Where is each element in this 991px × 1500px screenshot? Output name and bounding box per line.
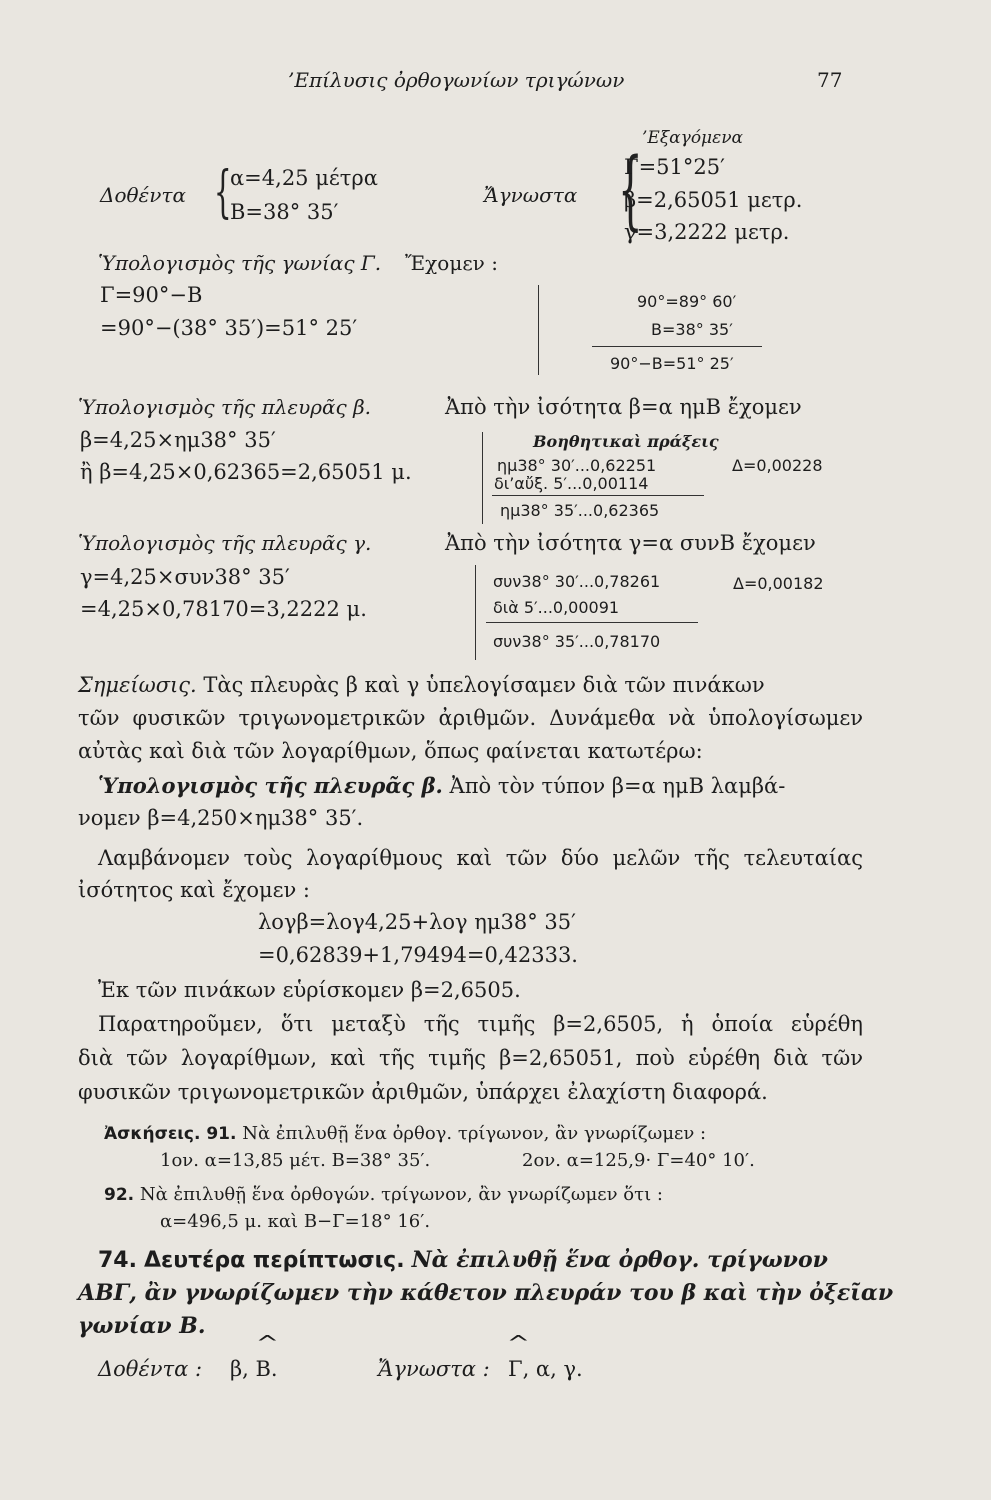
side-b-aux-2: δι’αὔξ. 5′...0,00114 [494, 474, 649, 493]
remark-label: Σημείωσις. [78, 673, 197, 697]
side-b-aux-rule [492, 495, 704, 496]
angle-calc-heading: Ὑπολογισμὸς τῆς γωνίας Γ. [98, 251, 382, 275]
section-74-line-1 [98, 1247, 863, 1273]
exercise-91-case-2: 2ον. α=125,9· Γ=40° 10′. [522, 1150, 755, 1171]
results-header: ’Εξαγόμενα [642, 128, 744, 148]
remark-text-1: Τὰς πλευρὰς β καὶ γ ὑπελογίσαμεν διὰ τῶν πινάκων [203, 673, 765, 697]
unknown-brace: { [618, 140, 643, 240]
side-g-aux-3: συν38° 35′...0,78170 [493, 632, 661, 651]
angle-calc-intro: Ἔχομεν : [405, 251, 498, 275]
given-brace: { [213, 160, 232, 225]
exercise-92-text: Νὰ ἐπιλυθῇ ἕνα ὀρθογών. τρίγωνον, ἂν γνωρίζωμεν ὅτι : [139, 1184, 663, 1205]
log-calc-line-4: ἰσότητος καὶ ἔχομεν : [78, 878, 311, 902]
side-b-formula-1: β=4,25×ημ38° 35′ [80, 428, 276, 452]
exercises-label: Ἀσκήσεις. 91. [104, 1124, 237, 1144]
angle-hat-mark: ^ [255, 1331, 280, 1355]
log-calc-line-2: νομεν β=4,250×ημ38° 35′. [78, 806, 364, 830]
section-74-title: Δευτέρα περίπτωσις. [143, 1248, 405, 1273]
log-calc-line-6: Παρατηροῦμεν, ὅτι μεταξὺ τῆς τιμῆς β=2,6505, ἡ ὁποία εὑρέθη [98, 1012, 863, 1036]
section-74-line-3: γωνίαν Β. [78, 1313, 206, 1339]
exercise-91-text: Νὰ ἐπιλυθῇ ἕνα ὀρθογ. τρίγωνον, ἂν γνωρίζωμεν : [242, 1123, 707, 1144]
side-b-heading: Ὑπολογισμὸς τῆς πλευρᾶς β. [78, 395, 372, 419]
angle-aux-3: 90°−Β=51° 25′ [610, 354, 734, 373]
log-formula-1: λογβ=λογ4,25+λογ ημ38° 35′ [258, 910, 576, 934]
angle-formula-2: =90°−(38° 35′)=51° 25′ [100, 316, 358, 340]
section-74-unknown-label: Ἄγνωστα : [378, 1357, 490, 1381]
side-g-aux-delta: Δ=0,00182 [733, 574, 824, 593]
result-gamma-angle: Γ=51°25′ [624, 155, 725, 179]
log-calc-line-7: διὰ τῶν λογαρίθμων, καὶ τῆς τιμῆς β=2,65051, ποὺ εὑρέθη διὰ τῶν [78, 1046, 863, 1070]
side-b-aux-1: ημ38° 30′...0,62251 [497, 456, 657, 475]
log-calc-heading: Ὑπολογισμὸς τῆς πλευρᾶς β. [98, 773, 443, 798]
side-g-aux-2: διὰ 5′...0,00091 [493, 598, 620, 617]
remark-line-3: αὐτὰς καὶ διὰ τῶν λογαρίθμων, ὅπως φαίνεται κατωτέρω: [78, 739, 703, 763]
log-calc-line-3: Λαμβάνομεν τοὺς λογαρίθμους καὶ τῶν δύο μελῶν τῆς τελευταίας [98, 846, 863, 870]
exercise-91-line-1 [104, 1123, 864, 1144]
log-calc-line-8: φυσικῶν τριγωνομετρικῶν ἀριθμῶν, ὑπάρχει ἐλαχίστη διαφορά. [78, 1080, 768, 1104]
aux-heading: Βοηθητικαὶ πράξεις [533, 432, 719, 451]
log-calc-line-5: Ἐκ τῶν πινάκων εὑρίσκομεν β=2,6505. [98, 978, 521, 1002]
angle-hat-mark-2: ^ [506, 1331, 531, 1355]
unknown-label: Ἄγνωστα [484, 183, 578, 207]
angle-formula-1: Γ=90°−Β [100, 283, 203, 307]
side-g-heading: Ὑπολογισμὸς τῆς πλευρᾶς γ. [78, 531, 372, 555]
running-title: ’Επίλυσις ὀρθογωνίων τριγώνων [288, 68, 625, 92]
section-74-given-label: Δοθέντα : [98, 1357, 203, 1381]
side-g-formula-2: =4,25×0,78170=3,2222 μ. [80, 597, 367, 621]
log-formula-2: =0,62839+1,79494=0,42333. [258, 943, 578, 967]
section-74-number: 74. [98, 1248, 137, 1273]
side-g-formula-1: γ=4,25×συν38° 35′ [80, 565, 290, 589]
angle-aux-1: 90°=89° 60′ [637, 292, 737, 311]
side-b-statement: Ἀπὸ τὴν ἰσότητα β=α ημΒ ἔχομεν [445, 395, 802, 419]
result-side-b: β=2,65051 μετρ. [624, 188, 803, 212]
exercise-92-line-2: α=496,5 μ. καὶ Β−Γ=18° 16′. [160, 1211, 431, 1232]
log-calc-line-1 [98, 773, 863, 798]
given-beta: Β=38° 35′ [230, 200, 339, 224]
section-74-given-values: β, Β. [230, 1357, 278, 1381]
section-74-line-2: ΑΒΓ, ἂν γνωρίζωμεν τὴν κάθετον πλευράν του β καὶ τὴν ὀξεῖαν [78, 1280, 894, 1306]
given-alpha: α=4,25 μέτρα [230, 166, 378, 190]
side-g-aux-rule [486, 622, 698, 623]
exercise-92-line-1 [104, 1184, 864, 1205]
side-g-aux-1: συν38° 30′...0,78261 [493, 572, 661, 591]
given-label: Δοθέντα [100, 183, 186, 207]
exercise-91-case-1: 1ον. α=13,85 μέτ. Β=38° 35′. [160, 1150, 431, 1171]
side-b-formula-2: ἢ β=4,25×0,62365=2,65051 μ. [80, 460, 412, 484]
side-b-aux-3: ημ38° 35′...0,62365 [500, 501, 660, 520]
remark-line-2: τῶν φυσικῶν τριγωνομετρικῶν ἀριθμῶν. Δυνάμεθα νὰ ὑπολογίσωμεν [78, 706, 863, 730]
angle-aux-rule [592, 346, 762, 347]
page-number: 77 [817, 68, 843, 92]
exercise-92-number: 92. [104, 1185, 135, 1205]
remark-line-1 [78, 673, 863, 697]
section-74-unknown-values: Γ, α, γ. [508, 1357, 583, 1381]
side-g-statement: Ἀπὸ τὴν ἰσότητα γ=α συνΒ ἔχομεν [445, 531, 816, 555]
angle-aux-2: Β=38° 35′ [651, 320, 733, 339]
side-b-aux-delta: Δ=0,00228 [732, 456, 823, 475]
result-side-g: γ=3,2222 μετρ. [624, 220, 790, 244]
side-g-aux-divider [475, 565, 476, 660]
angle-aux-divider [538, 285, 539, 375]
section-74-text-1: Νὰ ἐπιλυθῇ ἕνα ὀρθογ. τρίγωνον [411, 1247, 828, 1273]
side-b-aux-divider [482, 432, 483, 524]
log-calc-text-1: Ἀπὸ τὸν τύπον β=α ημΒ λαμβά- [449, 774, 786, 798]
